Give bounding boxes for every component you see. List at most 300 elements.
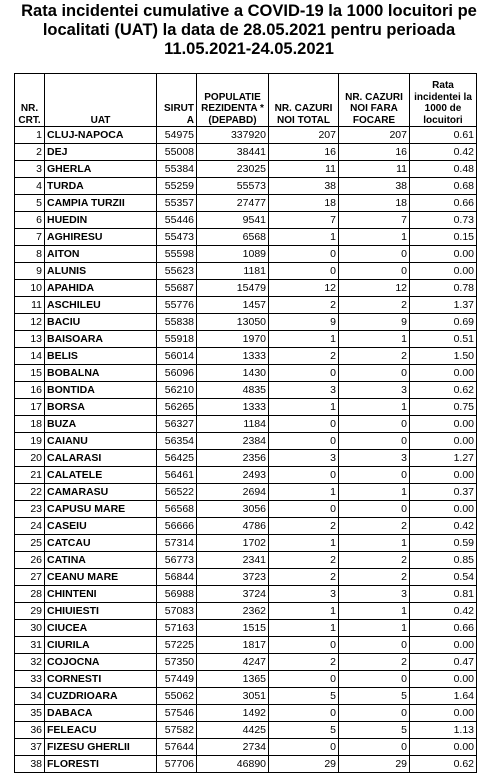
cell-cazuri-total: 1	[269, 620, 339, 637]
cell-populatie: 1181	[197, 263, 269, 280]
header-siruta: SIRUT A	[157, 74, 197, 127]
title-line-1: Rata incidentei cumulative a COVID-19 la 1000 locuitori pe	[21, 2, 477, 20]
cell-cazuri-fara-focare: 0	[339, 637, 410, 654]
cell-cazuri-fara-focare: 18	[339, 195, 410, 212]
cell-cazuri-total: 5	[269, 722, 339, 739]
cell-cazuri-total: 1	[269, 229, 339, 246]
cell-cazuri-fara-focare: 1	[339, 603, 410, 620]
header-populatie: POPULATIE REZIDENTA * (DEPABD)	[197, 74, 269, 127]
cell-populatie: 1333	[197, 399, 269, 416]
cell-siruta: 56210	[157, 382, 197, 399]
cell-populatie: 1333	[197, 348, 269, 365]
cell-uat: ASCHILEU	[45, 297, 157, 314]
cell-cazuri-total: 2	[269, 654, 339, 671]
cell-uat: AITON	[45, 246, 157, 263]
table-body	[15, 127, 477, 773]
cell-siruta: 56568	[157, 501, 197, 518]
cell-uat: BONTIDA	[45, 382, 157, 399]
cell-nr: 27	[15, 569, 45, 586]
cell-cazuri-total: 1	[269, 535, 339, 552]
cell-cazuri-fara-focare: 38	[339, 178, 410, 195]
cell-populatie: 337920	[197, 127, 269, 144]
cell-siruta: 56844	[157, 569, 197, 586]
cell-nr: 20	[15, 450, 45, 467]
cell-cazuri-fara-focare: 0	[339, 705, 410, 722]
cell-cazuri-fara-focare: 1	[339, 399, 410, 416]
cell-cazuri-fara-focare: 3	[339, 382, 410, 399]
cell-siruta: 56354	[157, 433, 197, 450]
page-title	[0, 0, 498, 60]
cell-nr: 12	[15, 314, 45, 331]
cell-rata: 0.42	[410, 144, 477, 161]
table-row	[15, 416, 477, 433]
cell-rata: 1.13	[410, 722, 477, 739]
table-row	[15, 450, 477, 467]
cell-rata: 1.50	[410, 348, 477, 365]
cell-rata: 0.61	[410, 127, 477, 144]
cell-nr: 23	[15, 501, 45, 518]
cell-nr: 13	[15, 331, 45, 348]
cell-cazuri-total: 38	[269, 178, 339, 195]
cell-rata: 0.66	[410, 620, 477, 637]
cell-rata: 0.00	[410, 739, 477, 756]
cell-cazuri-total: 2	[269, 348, 339, 365]
cell-rata: 0.00	[410, 467, 477, 484]
cell-cazuri-total: 0	[269, 501, 339, 518]
cell-cazuri-fara-focare: 3	[339, 586, 410, 603]
cell-nr: 36	[15, 722, 45, 739]
cell-nr: 6	[15, 212, 45, 229]
cell-nr: 8	[15, 246, 45, 263]
cell-cazuri-fara-focare: 1	[339, 535, 410, 552]
cell-nr: 35	[15, 705, 45, 722]
cell-uat: APAHIDA	[45, 280, 157, 297]
cell-cazuri-total: 0	[269, 416, 339, 433]
table-row	[15, 569, 477, 586]
cell-uat: CAPUSU MARE	[45, 501, 157, 518]
cell-nr: 32	[15, 654, 45, 671]
table-row	[15, 382, 477, 399]
table-row	[15, 756, 477, 773]
table-row	[15, 654, 477, 671]
table-row	[15, 365, 477, 382]
cell-populatie: 13050	[197, 314, 269, 331]
cell-populatie: 1184	[197, 416, 269, 433]
cell-cazuri-total: 1	[269, 484, 339, 501]
table-row	[15, 229, 477, 246]
cell-cazuri-fara-focare: 9	[339, 314, 410, 331]
cell-siruta: 56461	[157, 467, 197, 484]
cell-uat: CHINTENI	[45, 586, 157, 603]
cell-populatie: 23025	[197, 161, 269, 178]
cell-cazuri-total: 11	[269, 161, 339, 178]
cell-uat: FELEACU	[45, 722, 157, 739]
cell-cazuri-total: 0	[269, 365, 339, 382]
cell-rata: 0.59	[410, 535, 477, 552]
cell-siruta: 56425	[157, 450, 197, 467]
cell-rata: 0.85	[410, 552, 477, 569]
table-row	[15, 195, 477, 212]
cell-nr: 17	[15, 399, 45, 416]
cell-siruta: 56265	[157, 399, 197, 416]
cell-rata: 0.68	[410, 178, 477, 195]
cell-populatie: 27477	[197, 195, 269, 212]
cell-rata: 0.00	[410, 433, 477, 450]
cell-cazuri-fara-focare: 2	[339, 569, 410, 586]
cell-cazuri-fara-focare: 2	[339, 654, 410, 671]
cell-populatie: 1970	[197, 331, 269, 348]
table-row	[15, 161, 477, 178]
cell-uat: CHIUIESTI	[45, 603, 157, 620]
header-cazuri-fara-focare: NR. CAZURI NOI FARA FOCARE	[339, 74, 410, 127]
table-row	[15, 212, 477, 229]
cell-cazuri-fara-focare: 2	[339, 552, 410, 569]
cell-cazuri-fara-focare: 1	[339, 229, 410, 246]
cell-cazuri-total: 2	[269, 552, 339, 569]
cell-uat: CUZDRIOARA	[45, 688, 157, 705]
cell-rata: 0.69	[410, 314, 477, 331]
cell-nr: 37	[15, 739, 45, 756]
cell-uat: CAMPIA TURZII	[45, 195, 157, 212]
cell-cazuri-total: 3	[269, 450, 339, 467]
cell-siruta: 55838	[157, 314, 197, 331]
cell-rata: 1.64	[410, 688, 477, 705]
header-rata: Rata incidentei la 1000 de locuitori	[410, 74, 477, 127]
cell-siruta: 54975	[157, 127, 197, 144]
table-row	[15, 127, 477, 144]
cell-siruta: 57083	[157, 603, 197, 620]
cell-rata: 0.15	[410, 229, 477, 246]
cell-siruta: 55446	[157, 212, 197, 229]
cell-rata: 0.00	[410, 671, 477, 688]
cell-rata: 0.00	[410, 637, 477, 654]
cell-cazuri-total: 0	[269, 637, 339, 654]
cell-cazuri-total: 29	[269, 756, 339, 773]
cell-uat: BAISOARA	[45, 331, 157, 348]
cell-nr: 33	[15, 671, 45, 688]
cell-cazuri-total: 1	[269, 603, 339, 620]
cell-cazuri-fara-focare: 29	[339, 756, 410, 773]
cell-cazuri-fara-focare: 0	[339, 263, 410, 280]
table-row	[15, 178, 477, 195]
cell-cazuri-fara-focare: 207	[339, 127, 410, 144]
cell-cazuri-fara-focare: 0	[339, 246, 410, 263]
cell-cazuri-fara-focare: 5	[339, 722, 410, 739]
cell-nr: 11	[15, 297, 45, 314]
cell-populatie: 1430	[197, 365, 269, 382]
cell-uat: CALARASI	[45, 450, 157, 467]
cell-populatie: 55573	[197, 178, 269, 195]
cell-siruta: 55598	[157, 246, 197, 263]
cell-cazuri-total: 12	[269, 280, 339, 297]
cell-cazuri-total: 7	[269, 212, 339, 229]
cell-nr: 1	[15, 127, 45, 144]
cell-populatie: 1515	[197, 620, 269, 637]
cell-populatie: 1365	[197, 671, 269, 688]
cell-cazuri-fara-focare: 1	[339, 620, 410, 637]
cell-uat: CIURILA	[45, 637, 157, 654]
table-row	[15, 297, 477, 314]
cell-populatie: 4835	[197, 382, 269, 399]
cell-siruta: 56327	[157, 416, 197, 433]
cell-siruta: 56666	[157, 518, 197, 535]
cell-nr: 24	[15, 518, 45, 535]
table-row	[15, 348, 477, 365]
cell-uat: BACIU	[45, 314, 157, 331]
cell-siruta: 55384	[157, 161, 197, 178]
cell-populatie: 6568	[197, 229, 269, 246]
cell-populatie: 2734	[197, 739, 269, 756]
cell-rata: 0.42	[410, 603, 477, 620]
cell-cazuri-total: 207	[269, 127, 339, 144]
cell-populatie: 2493	[197, 467, 269, 484]
cell-nr: 31	[15, 637, 45, 654]
cell-siruta: 56773	[157, 552, 197, 569]
header-nr-crt: NR. CRT.	[15, 74, 45, 127]
cell-nr: 3	[15, 161, 45, 178]
cell-cazuri-total: 0	[269, 467, 339, 484]
cell-siruta: 55008	[157, 144, 197, 161]
cell-uat: CIUCEA	[45, 620, 157, 637]
cell-rata: 0.81	[410, 586, 477, 603]
table-row	[15, 586, 477, 603]
cell-cazuri-total: 2	[269, 569, 339, 586]
table-row	[15, 705, 477, 722]
cell-cazuri-fara-focare: 2	[339, 297, 410, 314]
cell-nr: 21	[15, 467, 45, 484]
cell-cazuri-total: 0	[269, 705, 339, 722]
cell-populatie: 3724	[197, 586, 269, 603]
table-row	[15, 484, 477, 501]
cell-cazuri-fara-focare: 3	[339, 450, 410, 467]
cell-cazuri-fara-focare: 0	[339, 501, 410, 518]
cell-rata: 0.73	[410, 212, 477, 229]
cell-rata: 0.62	[410, 382, 477, 399]
table-row	[15, 246, 477, 263]
cell-cazuri-fara-focare: 2	[339, 348, 410, 365]
cell-populatie: 9541	[197, 212, 269, 229]
cell-siruta: 56988	[157, 586, 197, 603]
table-row	[15, 263, 477, 280]
cell-nr: 15	[15, 365, 45, 382]
cell-cazuri-total: 9	[269, 314, 339, 331]
cell-cazuri-fara-focare: 11	[339, 161, 410, 178]
cell-uat: BOBALNA	[45, 365, 157, 382]
cell-nr: 30	[15, 620, 45, 637]
cell-rata: 0.75	[410, 399, 477, 416]
cell-cazuri-total: 18	[269, 195, 339, 212]
cell-nr: 26	[15, 552, 45, 569]
cell-rata: 0.48	[410, 161, 477, 178]
cell-populatie: 2384	[197, 433, 269, 450]
cell-uat: FIZESU GHERLII	[45, 739, 157, 756]
cell-uat: GHERLA	[45, 161, 157, 178]
table-row	[15, 603, 477, 620]
cell-rata: 0.66	[410, 195, 477, 212]
cell-populatie: 2694	[197, 484, 269, 501]
cell-populatie: 38441	[197, 144, 269, 161]
table-row	[15, 467, 477, 484]
cell-cazuri-fara-focare: 0	[339, 739, 410, 756]
cell-populatie: 3051	[197, 688, 269, 705]
cell-rata: 0.47	[410, 654, 477, 671]
cell-uat: CORNESTI	[45, 671, 157, 688]
cell-uat: CLUJ-NAPOCA	[45, 127, 157, 144]
cell-cazuri-fara-focare: 0	[339, 433, 410, 450]
cell-cazuri-fara-focare: 1	[339, 484, 410, 501]
header-uat: UAT	[45, 74, 157, 127]
cell-uat: BELIS	[45, 348, 157, 365]
cell-populatie: 3723	[197, 569, 269, 586]
cell-populatie: 1817	[197, 637, 269, 654]
cell-populatie: 1457	[197, 297, 269, 314]
cell-populatie: 2341	[197, 552, 269, 569]
cell-populatie: 2362	[197, 603, 269, 620]
cell-siruta: 55687	[157, 280, 197, 297]
cell-cazuri-fara-focare: 1	[339, 331, 410, 348]
cell-uat: BORSA	[45, 399, 157, 416]
cell-nr: 19	[15, 433, 45, 450]
table-header-row	[15, 74, 477, 127]
table-row	[15, 688, 477, 705]
cell-cazuri-fara-focare: 16	[339, 144, 410, 161]
cell-cazuri-total: 2	[269, 297, 339, 314]
cell-uat: FLORESTI	[45, 756, 157, 773]
cell-siruta: 57546	[157, 705, 197, 722]
cell-rata: 0.00	[410, 416, 477, 433]
cell-populatie: 1702	[197, 535, 269, 552]
cell-cazuri-fara-focare: 0	[339, 671, 410, 688]
cell-cazuri-total: 3	[269, 382, 339, 399]
cell-nr: 5	[15, 195, 45, 212]
cell-rata: 0.37	[410, 484, 477, 501]
table-row	[15, 722, 477, 739]
cell-nr: 16	[15, 382, 45, 399]
cell-siruta: 55918	[157, 331, 197, 348]
cell-nr: 18	[15, 416, 45, 433]
cell-cazuri-total: 1	[269, 399, 339, 416]
cell-populatie: 4786	[197, 518, 269, 535]
cell-siruta: 57163	[157, 620, 197, 637]
cell-uat: TURDA	[45, 178, 157, 195]
cell-uat: CAIANU	[45, 433, 157, 450]
table-row	[15, 552, 477, 569]
cell-cazuri-total: 0	[269, 739, 339, 756]
cell-populatie: 4247	[197, 654, 269, 671]
table-row	[15, 637, 477, 654]
cell-rata: 1.27	[410, 450, 477, 467]
cell-nr: 10	[15, 280, 45, 297]
cell-uat: DEJ	[45, 144, 157, 161]
cell-nr: 25	[15, 535, 45, 552]
cell-siruta: 56522	[157, 484, 197, 501]
cell-cazuri-total: 16	[269, 144, 339, 161]
cell-populatie: 4425	[197, 722, 269, 739]
cell-siruta: 55357	[157, 195, 197, 212]
cell-populatie: 2356	[197, 450, 269, 467]
cell-populatie: 1089	[197, 246, 269, 263]
cell-uat: COJOCNA	[45, 654, 157, 671]
cell-siruta: 55623	[157, 263, 197, 280]
cell-siruta: 57314	[157, 535, 197, 552]
table-row	[15, 331, 477, 348]
cell-siruta: 57706	[157, 756, 197, 773]
cell-populatie: 15479	[197, 280, 269, 297]
cell-siruta: 57449	[157, 671, 197, 688]
cell-uat: HUEDIN	[45, 212, 157, 229]
cell-uat: CAMARASU	[45, 484, 157, 501]
cell-uat: CASEIU	[45, 518, 157, 535]
cell-rata: 0.00	[410, 263, 477, 280]
cell-nr: 29	[15, 603, 45, 620]
cell-uat: ALUNIS	[45, 263, 157, 280]
table-row	[15, 620, 477, 637]
cell-cazuri-fara-focare: 0	[339, 365, 410, 382]
cell-siruta: 57644	[157, 739, 197, 756]
cell-siruta: 57350	[157, 654, 197, 671]
cell-cazuri-fara-focare: 5	[339, 688, 410, 705]
table-row	[15, 433, 477, 450]
cell-nr: 4	[15, 178, 45, 195]
cell-cazuri-total: 5	[269, 688, 339, 705]
cell-cazuri-total: 1	[269, 331, 339, 348]
cell-populatie: 46890	[197, 756, 269, 773]
cell-rata: 0.51	[410, 331, 477, 348]
title-line-2: localitati (UAT) la data de 28.05.2021 pentru perioada	[42, 21, 456, 39]
cell-cazuri-fara-focare: 12	[339, 280, 410, 297]
cell-rata: 1.37	[410, 297, 477, 314]
header-cazuri-total: NR. CAZURI NOI TOTAL	[269, 74, 339, 127]
cell-rata: 0.42	[410, 518, 477, 535]
cell-nr: 28	[15, 586, 45, 603]
cell-uat: BUZA	[45, 416, 157, 433]
cell-cazuri-total: 0	[269, 246, 339, 263]
cell-siruta: 56096	[157, 365, 197, 382]
cell-rata: 0.62	[410, 756, 477, 773]
table-row	[15, 314, 477, 331]
cell-uat: CATCAU	[45, 535, 157, 552]
cell-cazuri-fara-focare: 0	[339, 467, 410, 484]
cell-nr: 9	[15, 263, 45, 280]
incidence-table	[14, 73, 477, 773]
cell-nr: 34	[15, 688, 45, 705]
cell-cazuri-total: 0	[269, 671, 339, 688]
table-row	[15, 518, 477, 535]
cell-nr: 38	[15, 756, 45, 773]
cell-nr: 14	[15, 348, 45, 365]
cell-siruta: 55776	[157, 297, 197, 314]
cell-siruta: 55259	[157, 178, 197, 195]
table-row	[15, 671, 477, 688]
cell-siruta: 57225	[157, 637, 197, 654]
table-row	[15, 501, 477, 518]
table-row	[15, 280, 477, 297]
cell-cazuri-total: 0	[269, 263, 339, 280]
table-row	[15, 399, 477, 416]
cell-cazuri-total: 3	[269, 586, 339, 603]
table-row	[15, 535, 477, 552]
cell-populatie: 3056	[197, 501, 269, 518]
cell-uat: CATINA	[45, 552, 157, 569]
cell-siruta: 55473	[157, 229, 197, 246]
cell-nr: 2	[15, 144, 45, 161]
cell-uat: DABACA	[45, 705, 157, 722]
cell-cazuri-total: 2	[269, 518, 339, 535]
cell-uat: CALATELE	[45, 467, 157, 484]
title-line-3: 11.05.2021-24.05.2021	[164, 40, 334, 58]
cell-cazuri-fara-focare: 2	[339, 518, 410, 535]
cell-nr: 22	[15, 484, 45, 501]
